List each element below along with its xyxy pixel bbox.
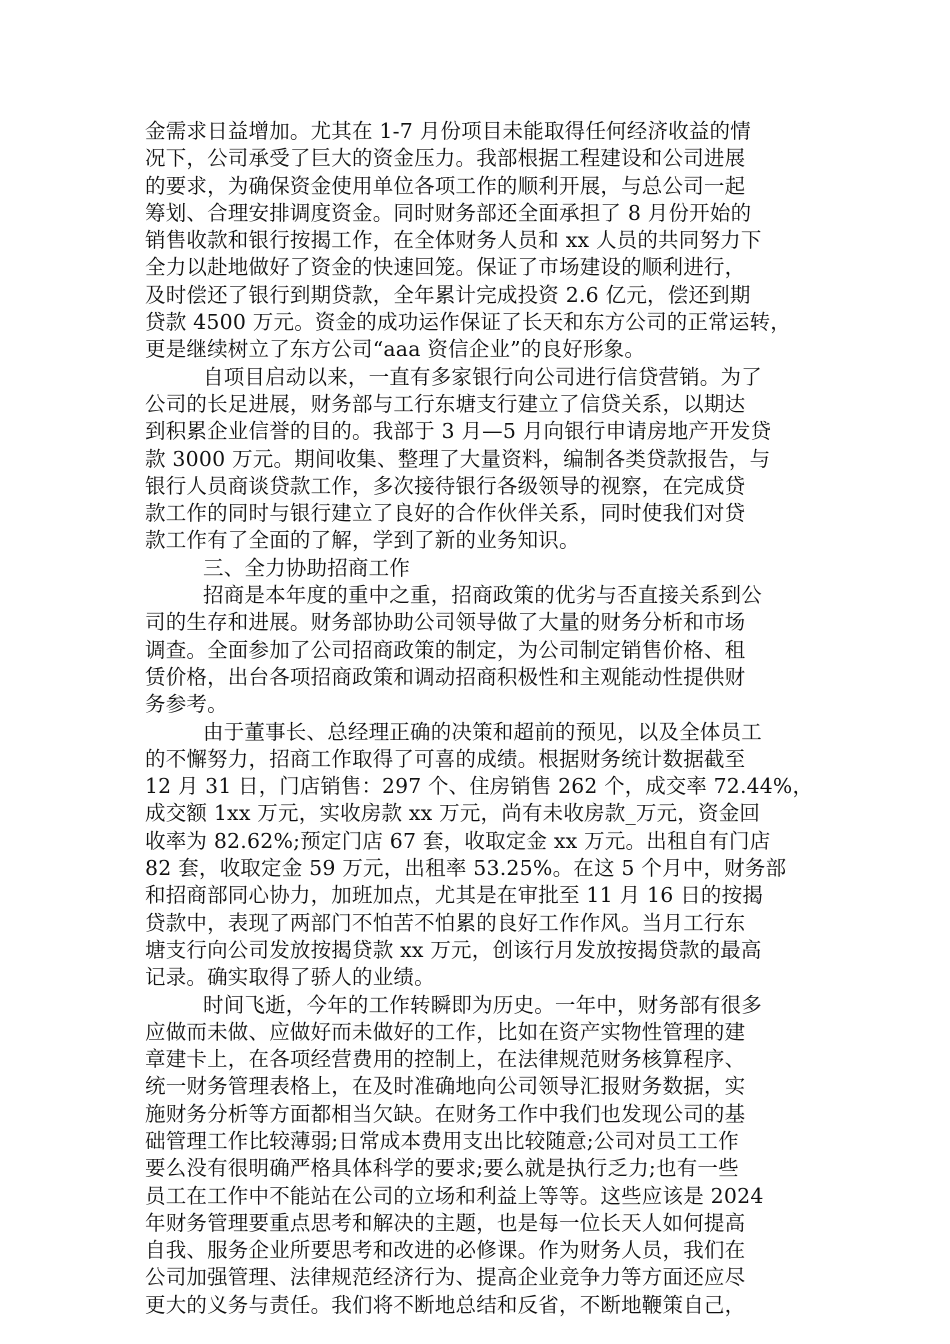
text-line: 金需求日益增加。尤其在 1-7 月份项目未能取得任何经济收益的情 <box>145 119 751 143</box>
text-line: 公司的长足进展，财务部与工行东塘支行建立了信贷关系，以期达 <box>145 391 746 416</box>
text-line: 更大的义务与责任。我们将不断地总结和反省，不断地鞭策自己， <box>145 1292 746 1317</box>
text-line: 章建卡上，在各项经营费用的控制上，在法律规范财务核算程序、 <box>145 1047 746 1072</box>
text-line: 自项目启动以来，一直有多家银行向公司进行信贷营销。为了 <box>203 364 762 389</box>
text-line: 记录。确实取得了骄人的业绩。 <box>145 965 435 990</box>
text-line: 销售收款和银行按揭工作，在全体财务人员和 xx 人员的共同努力下 <box>145 228 762 253</box>
text-line: 银行人员商谈贷款工作，多次接待银行各级领导的视察，在完成贷 <box>145 473 746 498</box>
text-line: 贷款 4500 万元。资金的成功运作保证了长天和东方公司的正常运转， <box>145 310 792 335</box>
text-line: 82 套，收取定金 59 万元，出租率 53.25%。在这 5 个月中，财务部 <box>145 856 787 881</box>
document-body <box>145 118 813 1319</box>
text-line: 应做而未做、应做好而未做好的工作，比如在资产实物性管理的建 <box>145 1019 746 1044</box>
text-line: 招商是本年度的重中之重，招商政策的优劣与否直接关系到公 <box>203 583 762 608</box>
text-line: 款 3000 万元。期间收集、整理了大量资料，编制各类贷款报告，与 <box>145 446 771 471</box>
text-line: 三、全力协助招商工作 <box>203 555 410 580</box>
text-line: 及时偿还了银行到期贷款，全年累计完成投资 2.6 亿元，偿还到期 <box>145 282 751 307</box>
text-line: 更是继续树立了东方公司“aaa 资信企业”的良好形象。 <box>145 337 646 362</box>
text-line: 的不懈努力，招商工作取得了可喜的成绩。根据财务统计数据截至 <box>145 746 746 771</box>
text-line: 时间飞逝，今年的工作转瞬即为历史。一年中，财务部有很多 <box>203 992 762 1017</box>
text-line: 要么没有很明确严格具体科学的要求;要么就是执行乏力;也有一些 <box>145 1156 739 1181</box>
text-line: 贷款中，表现了两部门不怕苦不怕累的良好工作作风。当月工行东 <box>145 910 746 935</box>
text-line: 调查。全面参加了公司招商政策的制定，为公司制定销售价格、租 <box>145 637 746 662</box>
text-line: 施财务分析等方面都相当欠缺。在财务工作中我们也发现公司的基 <box>145 1101 746 1126</box>
text-line: 公司加强管理、法律规范经济行为、提高企业竞争力等方面还应尽 <box>145 1265 746 1290</box>
text-line: 由于董事长、总经理正确的决策和超前的预见，以及全体员工 <box>203 719 762 744</box>
text-line: 况下，公司承受了巨大的资金压力。我部根据工程建设和公司进展 <box>145 146 746 171</box>
text-line: 础管理工作比较薄弱;日常成本费用支出比较随意;公司对员工工作 <box>145 1128 739 1153</box>
text-line: 年财务管理要重点思考和解决的主题，也是每一位长天人如何提高 <box>145 1210 746 1235</box>
text-line: 到积累企业信誉的目的。我部于 3 月—5 月向银行申请房地产开发贷 <box>145 419 772 444</box>
text-line: 全力以赴地做好了资金的快速回笼。保证了市场建设的顺利进行， <box>145 255 746 280</box>
text-line: 塘支行向公司发放按揭贷款 xx 万元，创该行月发放按揭贷款的最高 <box>145 937 762 962</box>
text-line: 员工在工作中不能站在公司的立场和利益上等等。这些应该是 2024 <box>145 1183 764 1208</box>
text-line: 司的生存和进展。财务部协助公司领导做了大量的财务分析和市场 <box>145 610 746 635</box>
text-line: 务参考。 <box>145 692 228 717</box>
text-line: 的要求，为确保资金使用单位各项工作的顺利开展，与总公司一起 <box>145 173 746 198</box>
text-line: 款工作的同时与银行建立了良好的合作伙伴关系，同时使我们对贷 <box>145 501 746 526</box>
text-line: 收率为 82.62%;预定门店 67 套，收取定金 xx 万元。出租自有门店 <box>145 828 771 853</box>
text-line: 筹划、合理安排调度资金。同时财务部还全面承担了 8 月份开始的 <box>145 200 752 225</box>
text-line: 统一财务管理表格上，在及时准确地向公司领导汇报财务数据，实 <box>145 1074 746 1099</box>
text-line: 和招商部同心协力，加班加点，尤其是在审批至 11 月 16 日的按揭 <box>145 883 764 908</box>
text-line: 12 月 31 日，门店销售：297 个、住房销售 262 个，成交率 72.44%， <box>145 774 813 799</box>
text-line: 成交额 1xx 万元，实收房款 xx 万元，尚有未收房款_万元，资金回 <box>145 801 761 826</box>
text-line: 款工作有了全面的了解，学到了新的业务知识。 <box>145 528 580 553</box>
text-line: 赁价格，出台各项招商政策和调动招商积极性和主观能动性提供财 <box>145 664 746 689</box>
text-line: 自我、服务企业所要思考和改进的必修课。作为财务人员，我们在 <box>145 1238 746 1263</box>
